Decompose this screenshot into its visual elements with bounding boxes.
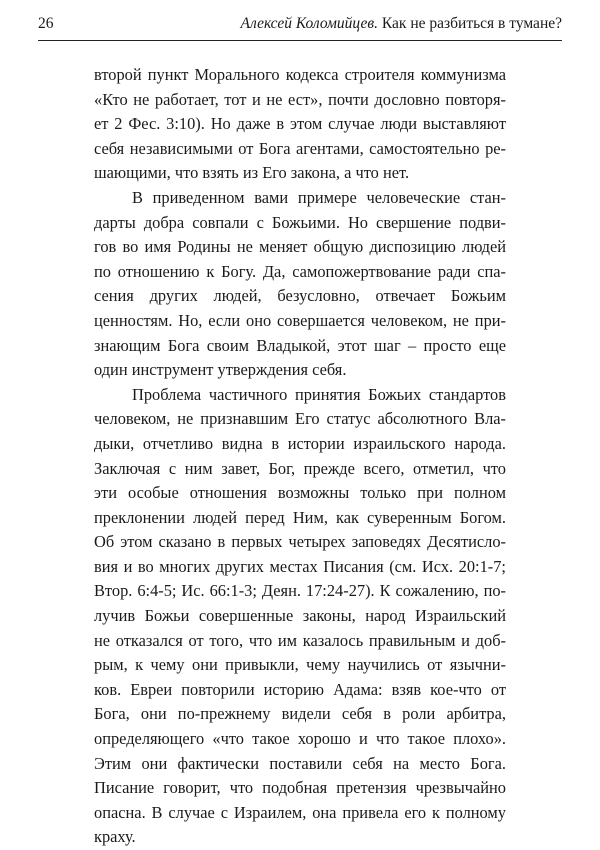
text-line: ков. Евреи повторили историю Адама: взяв кое-что от xyxy=(94,679,506,699)
text-line: В приведенном вами примере человеческие стан- xyxy=(132,187,506,207)
header-title: Как не разбиться в тумане? xyxy=(381,15,562,32)
text-line: Этим они фактически поставили себя на место Бога. xyxy=(94,753,506,773)
text-line: шающими, что взять из Его закона, а что нет. xyxy=(94,163,410,183)
text-line: Писание говорит, что подобная претензия чрезвычайно xyxy=(94,778,506,798)
text-line: человеком, не признавшим Его статус абсолютного Вла- xyxy=(94,409,506,429)
text-line: один инструмент утверждения себя. xyxy=(94,360,347,380)
text-line: ценностям. Но, если оно совершается человеком, не при- xyxy=(94,310,506,330)
running-header xyxy=(38,14,562,34)
text-line: ет 2 Фес. 3:10). Но даже в этом случае люди выставляют xyxy=(94,114,506,134)
text-line: сения других людей, безусловно, отвечает Божьим xyxy=(94,286,506,306)
text-line: лучив Божьи совершенные законы, народ Израильский xyxy=(94,606,506,626)
text-line: эти особые отношения возможны только при полном xyxy=(94,483,506,503)
text-line: «Кто не работает, тот и не ест», почти дословно повторя- xyxy=(94,89,506,109)
text-line: знающим Бога своим Владыкой, этот шаг – просто еще xyxy=(94,335,506,355)
text-line: преклонении людей перед Ним, как суверенным Богом. xyxy=(94,507,506,527)
paragraph xyxy=(94,383,506,850)
page-number: 26 xyxy=(38,15,54,32)
text-line: не отказался от того, что им казалось правильным и доб- xyxy=(94,630,506,650)
text-line: гов во имя Родины не меняет общую диспозицию людей xyxy=(94,237,506,257)
text-line: по отношению к Богу. Да, самопожертвование ради спа- xyxy=(94,261,506,281)
text-line: себя независимыми от Бога агентами, самостоятельно ре- xyxy=(94,138,506,158)
text-line: Проблема частичного принятия Божьих стандартов xyxy=(132,384,506,404)
running-title xyxy=(241,14,562,34)
paragraph xyxy=(94,186,506,383)
text-line: дыки, отчетливо видна в истории израильского народа. xyxy=(94,433,506,453)
header-rule xyxy=(38,40,562,41)
text-line: дарты добра совпали с Божьими. Но свершение подви- xyxy=(94,212,506,232)
paragraph xyxy=(94,63,506,186)
header-author: Алексей Коломийцев. xyxy=(240,15,379,32)
text-line: опасна. В случае с Израилем, она привела его к полному xyxy=(94,802,506,822)
text-line: Об этом сказано в первых четырех заповедях Десятисло- xyxy=(94,532,506,552)
body-text xyxy=(94,63,506,850)
text-line: вия и во многих других местах Писания (см. Исх. 20:1-7; xyxy=(94,556,506,576)
text-line: краху. xyxy=(94,827,136,847)
text-line: Бога, они по-прежнему видели себя в роли арбитра, xyxy=(94,704,506,724)
text-line: определяющего «что такое хорошо и что такое плохо». xyxy=(94,729,506,749)
text-line: Втор. 6:4-5; Ис. 66:1-3; Деян. 17:24-27). К сожалению, по- xyxy=(94,581,506,601)
text-line: рым, к чему они привыкли, чему научились от язычни- xyxy=(94,655,506,675)
text-line: второй пункт Морального кодекса строителя коммунизма xyxy=(94,65,506,84)
text-line: Заключая с ним завет, Бог, прежде всего, отметил, что xyxy=(94,458,506,478)
